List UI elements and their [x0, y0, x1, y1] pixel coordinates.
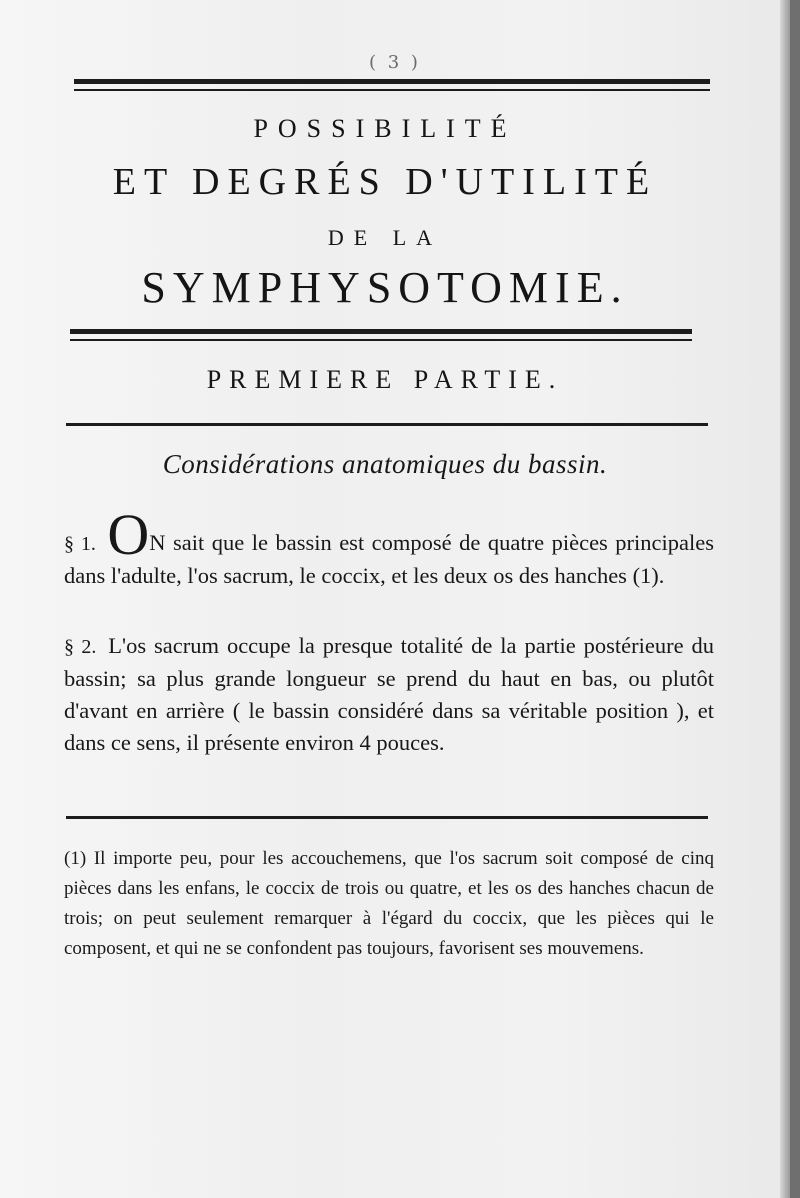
- title-line-de-la: DE LA: [327, 225, 443, 250]
- title-double-rule: [70, 329, 692, 345]
- footnote: (1) Il importe peu, pour les accouchemens, que l'os sacrum soit composé de cinq pièces dans les enfans, le coccix de trois ou quatre, et les os des hanches chacun de trois; on peut seulement remarquer à l'égard du coccix, que les pièces qui le composent, et qui ne se confondent pas toujours, favorisent ses mouvemens.: [64, 848, 714, 959]
- title-line-possibilite: POSSIBILITÉ: [253, 114, 517, 143]
- footnote-rule: [66, 816, 708, 819]
- title-line-symphysotomie: SYMPHYSOTOMIE.: [141, 263, 629, 312]
- paragraph-2: [64, 630, 714, 759]
- top-double-rule: [74, 79, 710, 95]
- page-number: ( 3 ): [369, 52, 421, 73]
- paragraph-1-text: N sait que le bassin est composé de quatre pièces principales dans l'adulte, l'os sacrum, le coccix, et les deux os des hanches (1).: [64, 530, 715, 588]
- dropcap-letter: O: [107, 502, 150, 567]
- paragraph-1: [64, 502, 715, 592]
- part-heading: PREMIERE PARTIE.: [206, 365, 564, 394]
- part-rule: [66, 423, 708, 426]
- title-line-degres-utilite: ET DEGRÉS D'UTILITÉ: [112, 161, 658, 203]
- paragraph-2-marker: § 2.: [64, 636, 97, 658]
- paragraph-1-marker: § 1.: [64, 533, 96, 555]
- paragraph-2-text: L'os sacrum occupe la presque totalité de la partie postérieure du bassin; sa plus grande longueur se prend du haut en bas, ou plutôt d'avant en arrière ( le bassin considéré dans sa véritable position ), et dans ce sens, il présente environ 4 pouces.: [64, 633, 715, 755]
- section-title: Considérations anatomiques du bassin.: [162, 449, 608, 479]
- page-edge-shadow: [780, 0, 790, 1198]
